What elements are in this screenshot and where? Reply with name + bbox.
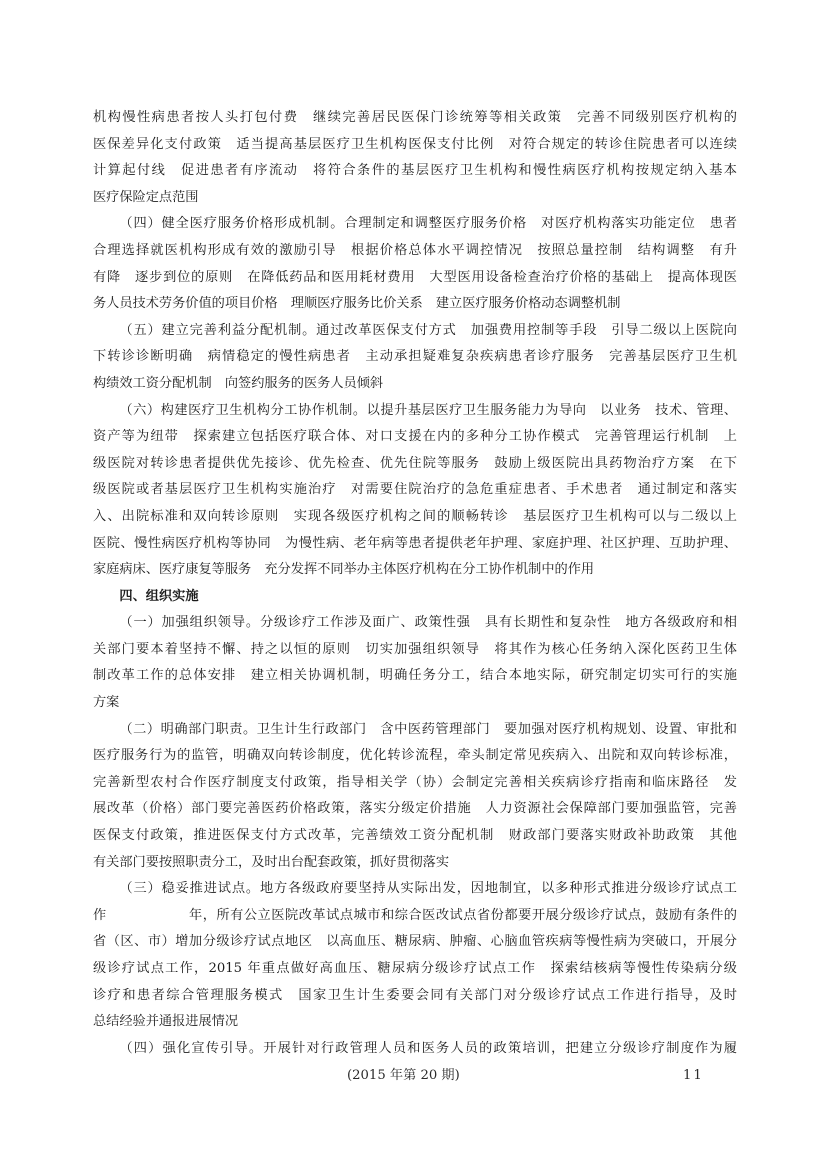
text-line: （五）建立完善利益分配机制。通过改革医保支付方式 加强费用控制等手段 引导二级以上医院向: [119, 322, 737, 338]
text-line: 构绩效工资分配机制 向签约服务的医务人员倾斜: [93, 375, 384, 391]
text-line: 入、出院标准和双向转诊原则 实现各级医疗机构之间的顺畅转诊 基层医疗卫生机构可以与二级以上: [93, 508, 737, 524]
text-line: 医院、慢性病医疗机构等协同 为慢性病、老年病等患者提供老年护理、家庭护理、社区护理、互助护理、: [93, 535, 737, 551]
document-body: [93, 105, 737, 1062]
text-line: （三）稳妥推进试点。地方各级政府要坚持从实际出发，因地制宜，以多种形式推进分级诊疗试点工: [119, 881, 737, 897]
text-line: 计算起付线 促进患者有序流动 将符合条件的基层医疗卫生机构和慢性病医疗机构按规定纳入基本: [93, 163, 737, 179]
text-line: 制改革工作的总体安排 建立相关协调机制，明确任务分工，结合本地实际，研究制定切实可行的实施: [93, 668, 737, 684]
text-line: （一）加强组织领导。分级诊疗工作涉及面广、政策性强 具有长期性和复杂性 地方各级政府和相: [119, 615, 737, 631]
text-line: 有关部门要按照职责分工，及时出台配套政策，抓好贯彻落实: [93, 854, 450, 870]
text-line: （四）强化宣传引导。开展针对行政管理人员和医务人员的政策培训，把建立分级诊疗制度作为履: [119, 1040, 737, 1056]
text-line: 下转诊诊断明确 病情稳定的慢性病患者 主动承担疑难复杂疾病患者诊疗服务 完善基层医疗卫生机: [93, 349, 737, 365]
text-line: 总结经验并通报进展情况: [93, 1014, 239, 1030]
text-line: 医保差异化支付政策 适当提高基层医疗卫生机构医保支付比例 对符合规定的转诊住院患者可以连续: [93, 136, 737, 152]
text-line: 省（区、市）增加分级诊疗试点地区 以高血压、糖尿病、肿瘤、心脑血管疾病等慢性病为突破口，开展分: [93, 934, 737, 950]
text-line: （四）健全医疗服务价格形成机制。合理制定和调整医疗服务价格 对医疗机构落实功能定位 患者: [119, 216, 737, 232]
text-line: 级医院或者基层医疗卫生机构实施治疗 对需要住院治疗的急危重症患者、手术患者 通过制定和落实: [93, 482, 737, 498]
text-line: 级医院对转诊患者提供优先接诊、优先检查、优先住院等服务 鼓励上级医院出具药物治疗方案 在下: [93, 455, 737, 471]
text-line: 展改革（价格）部门要完善医药价格政策，落实分级定价措施 人力资源社会保障部门要加强监管，完善: [93, 801, 737, 817]
page-footer: [93, 1062, 737, 1089]
text-line: 医疗保险定点范围: [93, 189, 199, 205]
text-line: （二）明确部门职责。卫生计生行政部门 含中医药管理部门 要加强对医疗机构规划、设置、审批和: [119, 721, 737, 737]
text-line: 家庭病床、医疗康复等服务 充分发挥不同举办主体医疗机构在分工协作机制中的作用: [93, 562, 595, 578]
text-line: 完善新型农村合作医疗制度支付政策，指导相关学（协）会制定完善相关疾病诊疗指南和临床路径 发: [93, 774, 737, 790]
text-line: 关部门要本着坚持不懈、持之以恒的原则 切实加强组织领导 将其作为核心任务纳入深化医药卫生体: [93, 641, 737, 657]
text-line: 合理选择就医机构形成有效的激励引导 根据价格总体水平调控情况 按照总量控制 结构调整 有升: [93, 242, 737, 258]
text-line: 有降 逐步到位的原则 在降低药品和医用耗材费用 大型医用设备检查治疗价格的基础上 提高体现医: [93, 269, 737, 285]
text-line: 资产等为纽带 探索建立包括医疗联合体、对口支援在内的多种分工协作模式 完善管理运行机制 上: [93, 429, 737, 445]
text-line: 机构慢性病患者按人头打包付费 继续完善居民医保门诊统筹等相关政策 完善不同级别医疗机构的: [93, 110, 737, 125]
text-line: （六）构建医疗卫生机构分工协作机制。以提升基层医疗卫生服务能力为导向 以业务 技术、管理、: [119, 402, 737, 418]
text-line: 务人员技术劳务价值的项目价格 理顺医疗服务比价关系 建立医疗服务价格动态调整机制: [93, 296, 621, 312]
text-line: 诊疗和患者综合管理服务模式 国家卫生计生委要会同有关部门对分级诊疗试点工作进行指导，及时: [93, 987, 737, 1003]
page-number: 11: [683, 1068, 704, 1083]
issue-label: (2015 年第 20 期): [347, 1068, 460, 1083]
text-line: 四、组织实施: [119, 588, 199, 604]
text-line: 医保支付政策，推进医保支付方式改革，完善绩效工资分配机制 财政部门要落实财政补助政策 其他: [93, 828, 737, 844]
text-line: 级诊疗试点工作，2015 年重点做好高血压、糖尿病分级诊疗试点工作 探索结核病等慢性传染病分级: [93, 961, 737, 976]
text-line: 作 年，所有公立医院改革试点城市和综合医改试点省份都要开展分级诊疗试点，鼓励有条件的: [93, 907, 737, 923]
text-line: 医疗服务行为的监管，明确双向转诊制度，优化转诊流程，牵头制定常见疾病入、出院和双向转诊标准，: [93, 748, 737, 764]
text-line: 方案: [93, 695, 120, 711]
